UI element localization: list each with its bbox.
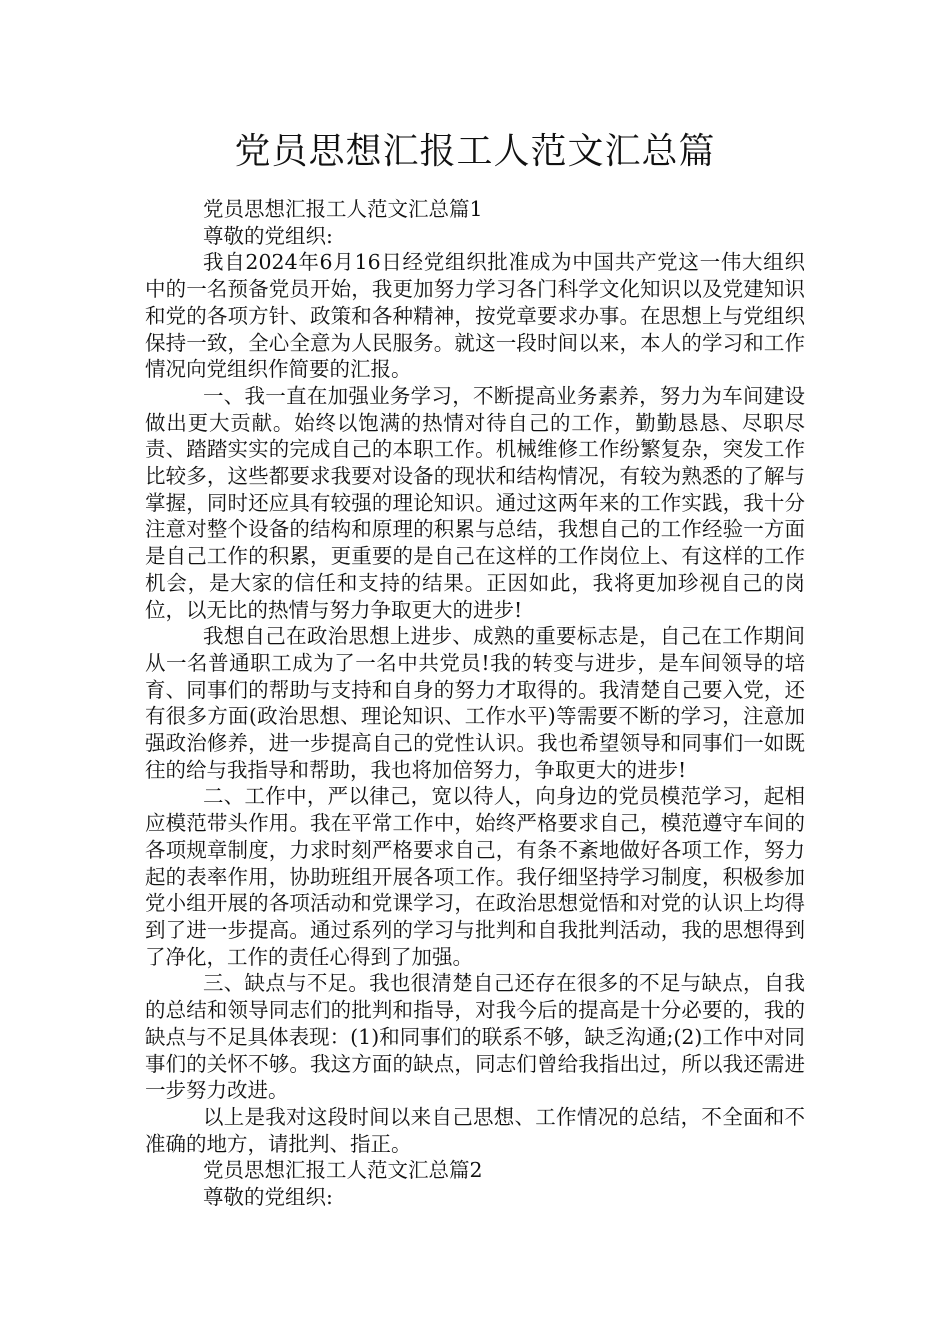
section-heading-1: 党员思想汇报工人范文汇总篇1	[203, 197, 483, 221]
body-paragraph: 我自2024年6月16日经党组织批准成为中国共产党这一伟大组织中的一名预备党员开始，我更加努力学习各门科学文化知识以及党建知识和党的各项方针、政策和各种精神，按党章要求办事。在思想上与党组织保持一致，全心全意为人民服务。就这一段时间以来，本人的学习和工作情况向党组织作简要的汇报。	[145, 250, 805, 382]
closing-paragraph: 以上是我对这段时间以来自己思想、工作情况的总结，不全面和不准确的地方，请批判、指正。	[145, 1104, 805, 1156]
body-paragraph: 三、缺点与不足。我也很清楚自己还存在很多的不足与缺点，自我的总结和领导同志们的批判和指导，对我今后的提高是十分必要的，我的缺点与不足具体表现：(1)和同事们的联系不够，缺乏沟通;(2)工作中对同事们的关怀不够。我这方面的缺点，同志们曾给我指出过，所以我还需进一步努力改进。	[145, 971, 805, 1103]
body-paragraph: 二、工作中，严以律己，宽以待人，向身边的党员模范学习，起相应模范带头作用。我在平常工作中，始终严格要求自己，模范遵守车间的各项规章制度，力求时刻严格要求自己，有条不紊地做好各项工作，努力起的表率作用，协助班组开展各项工作。我仔细坚持学习制度，积极参加党小组开展的各项活动和党课学习，在政治思想觉悟和对党的认识上均得到了进一步提高。通过系列的学习与批判和自我批判活动，我的思想得到了净化，工作的责任心得到了加强。	[145, 784, 805, 969]
salutation: 尊敬的党组织:	[203, 1185, 333, 1210]
document-title: 党员思想汇报工人范文汇总篇	[234, 131, 716, 172]
body-paragraph: 我想自己在政治思想上进步、成熟的重要标志是，自己在工作期间从一名普通职工成为了一名中共党员!我的转变与进步，是车间领导的培育、同事们的帮助与支持和自身的努力才取得的。我清楚自己要入党，还有很多方面(政治思想、理论知识、工作水平)等需要不断的学习，注意加强政治修养，进一步提高自己的党性认识。我也希望领导和同事们一如既往的给与我指导和帮助，我也将加倍努力，争取更大的进步!	[145, 624, 805, 782]
section-heading-2: 党员思想汇报工人范文汇总篇2	[203, 1158, 483, 1183]
salutation: 尊敬的党组织:	[203, 223, 333, 248]
body-paragraph: 一、我一直在加强业务学习，不断提高业务素养，努力为车间建设做出更大贡献。始终以饱满的热情对待自己的工作，勤勤恳恳、尽职尽责、踏踏实实的完成自己的本职工作。机械维修工作纷繁复杂，突发工作比较多，这些都要求我要对设备的现状和结构情况，有较为熟悉的了解与掌握，同时还应具有较强的理论知识。通过这两年来的工作实践，我十分注意对整个设备的结构和原理的积累与总结，我想自己的工作经验一方面是自己工作的积累，更重要的是自己在这样的工作岗位上、有这样的工作机会，是大家的信任和支持的结果。正因如此，我将更加珍视自己的岗位，以无比的热情与努力争取更大的进步!	[145, 383, 805, 622]
document-page	[145, 128, 805, 1211]
